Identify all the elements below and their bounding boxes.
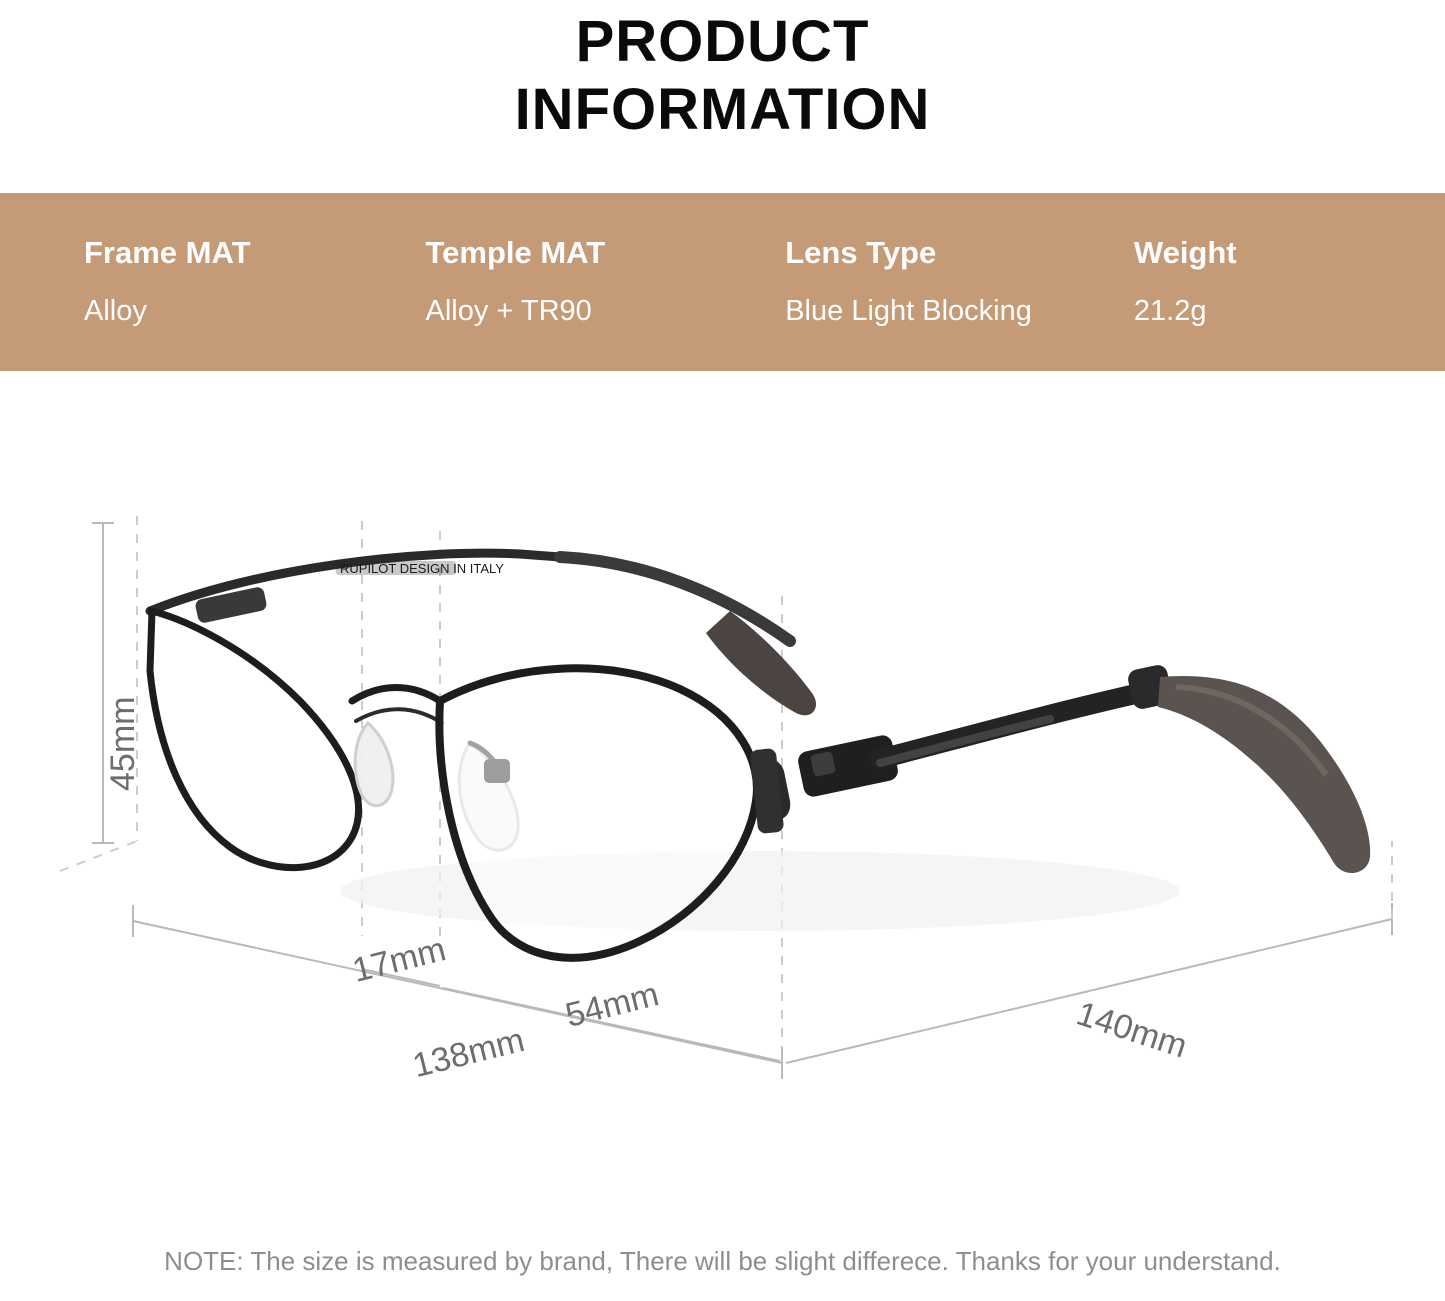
- spec-label-frame-mat: Frame MAT: [84, 235, 251, 270]
- spec-column-frame-mat: [84, 236, 251, 328]
- right-temple-arm: [880, 663, 1370, 873]
- spec-value-frame-mat: Alloy: [84, 295, 147, 328]
- dimension-lens-height: 45mm: [104, 696, 142, 791]
- dimension-temple-length: 140mm: [1072, 994, 1192, 1066]
- page-title-line-1: PRODUCT: [575, 9, 870, 74]
- right-hinge: [750, 734, 900, 835]
- eyeglasses-illustration: [0, 371, 1445, 1231]
- bridge: [352, 688, 442, 724]
- spec-label-temple-mat: Temple MAT: [425, 235, 606, 270]
- spec-column-temple-mat: [426, 236, 606, 328]
- spec-column-lens-type: [785, 236, 1032, 328]
- dimension-frame-width: 138mm: [408, 1020, 529, 1086]
- spec-label-weight: Weight: [1133, 235, 1237, 270]
- page-title: [0, 0, 1445, 145]
- brand-engraving: RUPILOT DESIGN IN ITALY: [340, 561, 504, 576]
- spec-value-lens-type: Blue Light Blocking: [785, 295, 1032, 328]
- spec-value-temple-mat: Alloy + TR90: [425, 295, 592, 328]
- left-lens-rim: [150, 611, 359, 868]
- spec-column-weight: [1134, 236, 1237, 328]
- page-title-line-2: INFORMATION: [514, 77, 931, 143]
- dimension-lens-width: 54mm: [561, 975, 663, 1035]
- spec-label-lens-type: Lens Type: [785, 235, 937, 270]
- product-diagram: [0, 371, 1445, 1231]
- dimension-bridge-width: 17mm: [348, 930, 450, 990]
- specification-bar: [0, 193, 1445, 371]
- footer-note: NOTE: The size is measured by brand, There will be slight differece. Thanks for your understand.: [164, 1246, 1281, 1276]
- spec-value-weight: 21.2g: [1133, 295, 1207, 328]
